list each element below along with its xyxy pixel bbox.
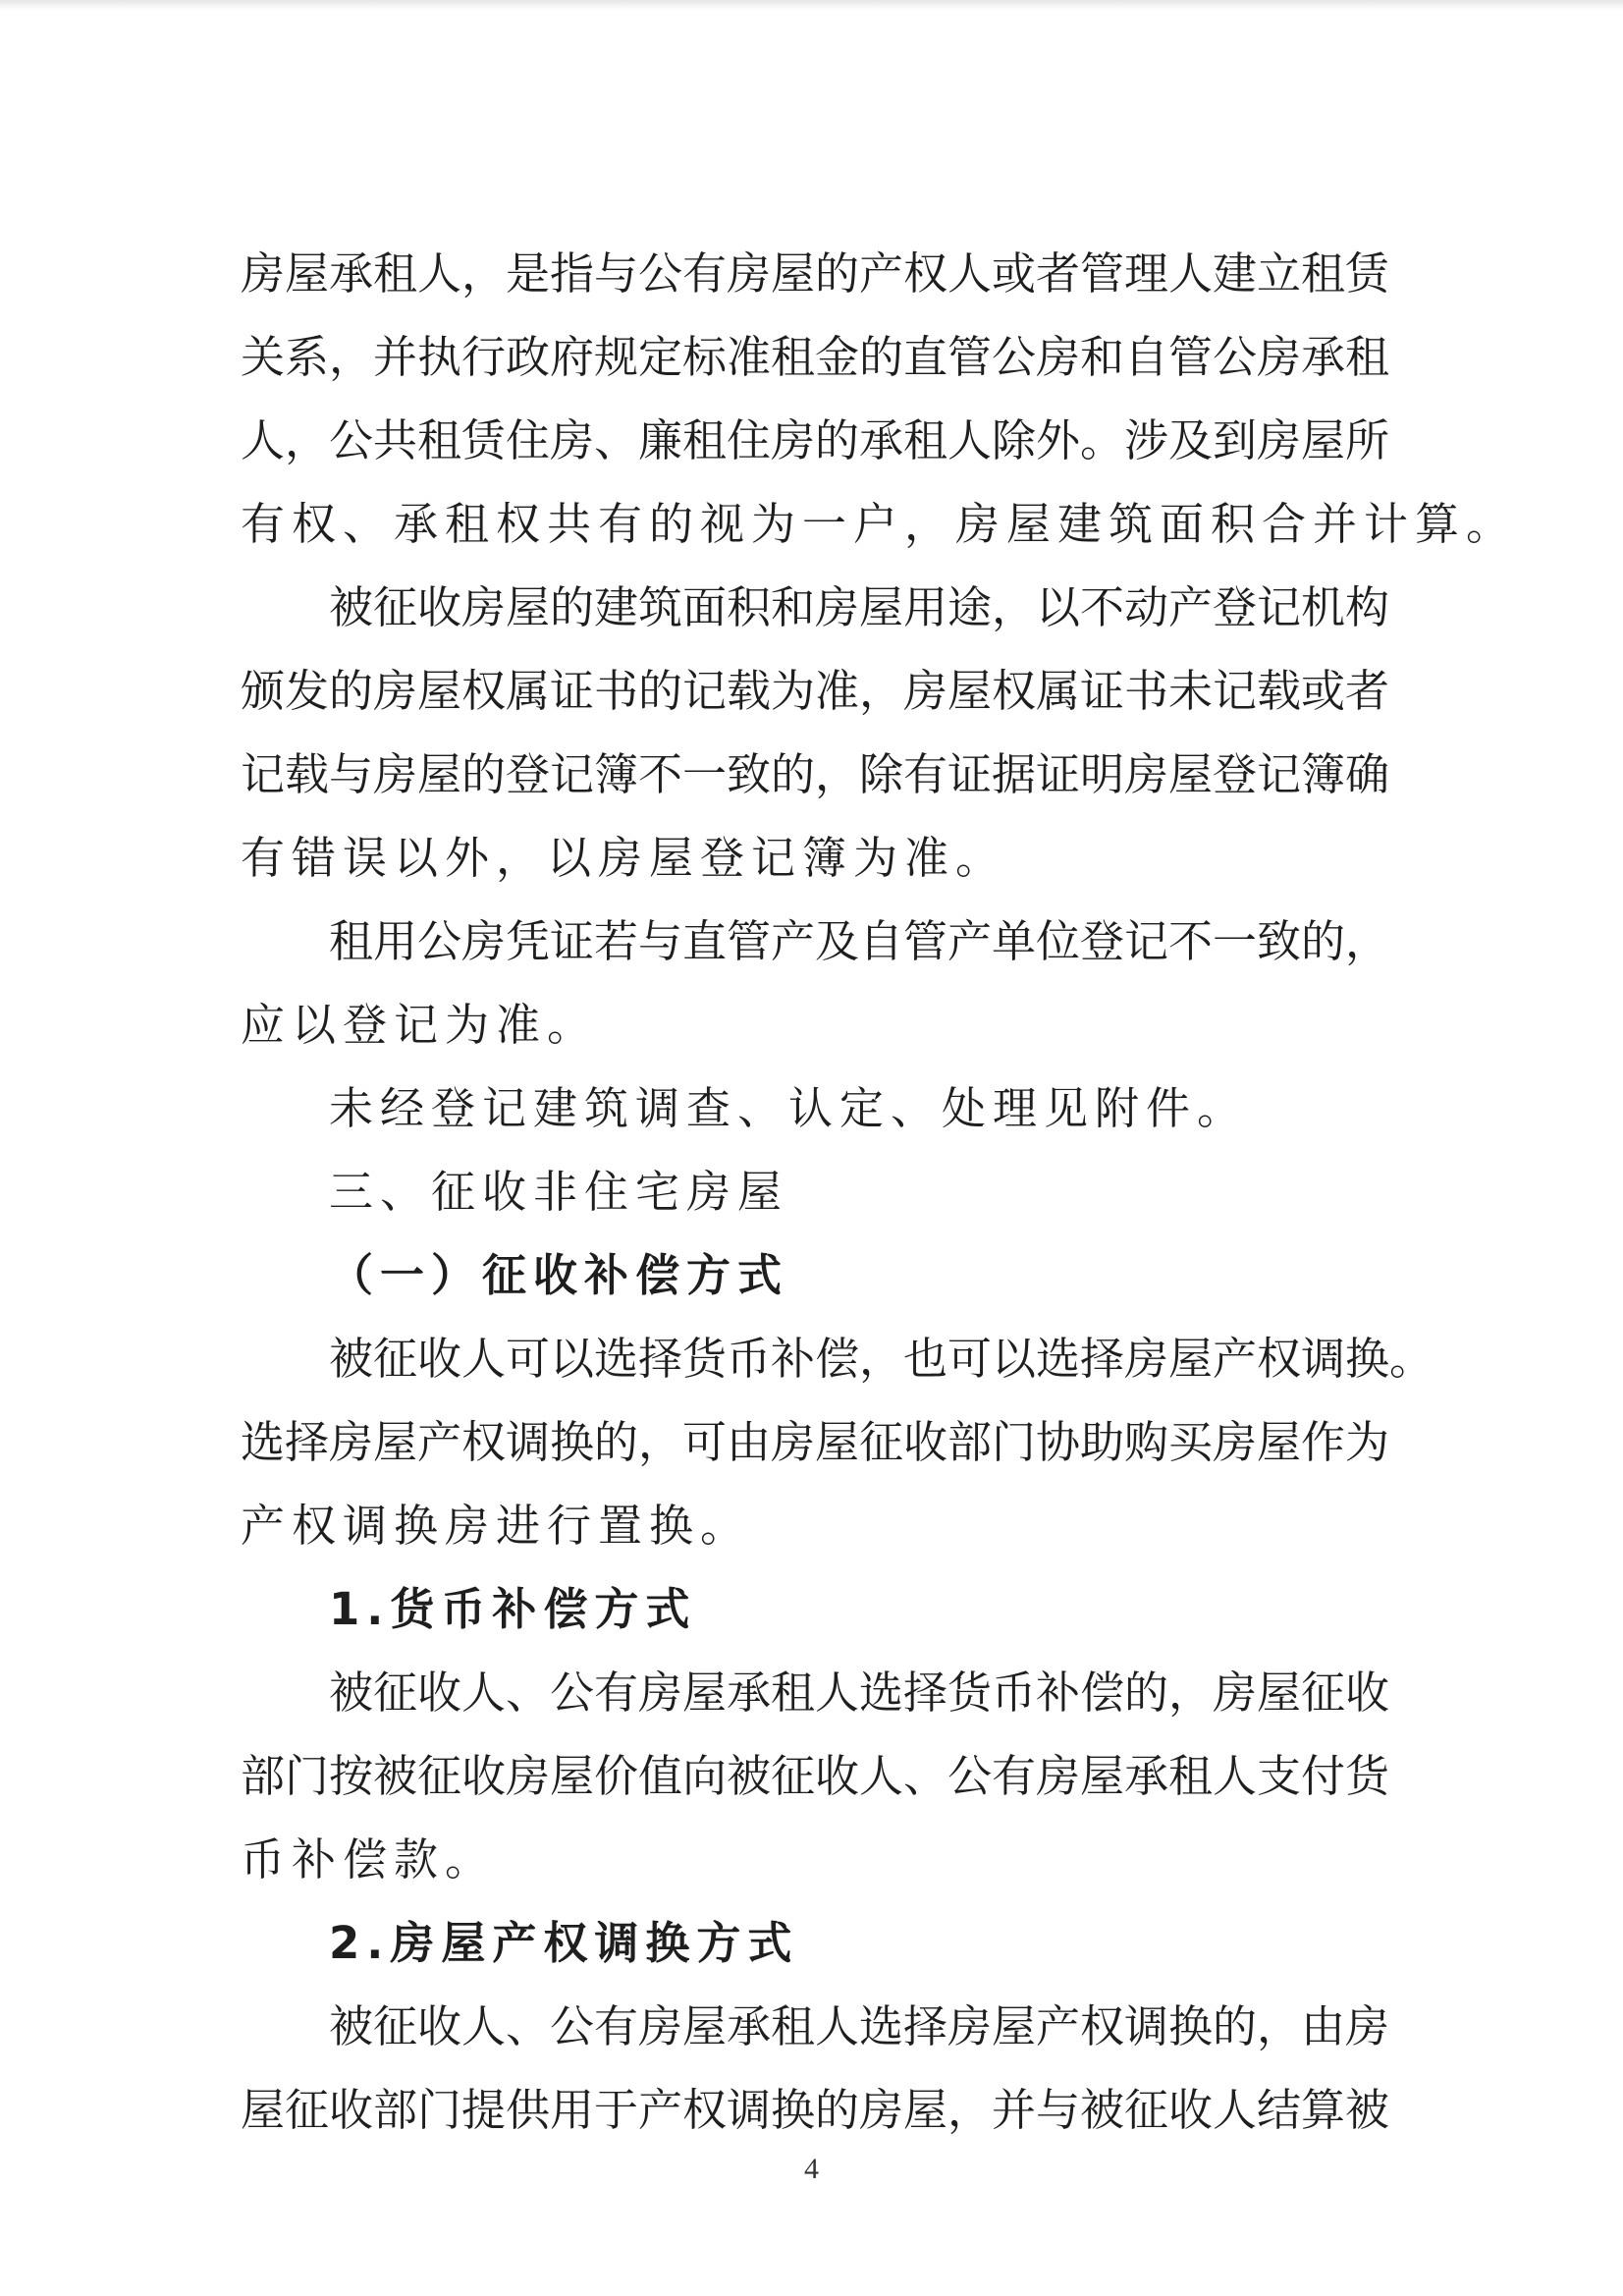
- text-line: 产权调换房进行置换。: [241, 1500, 752, 1552]
- text-line: 被征收人可以选择货币补偿，也可以选择房屋产权调换。: [329, 1333, 1434, 1385]
- text-line: 房屋承租人，是指与公有房屋的产权人或者管理人建立租赁: [241, 247, 1390, 300]
- text-line: 选择房屋产权调换的，可由房屋征收部门协助购买房屋作为: [241, 1416, 1390, 1468]
- text-line: 被征收人、公有房屋承租人选择房屋产权调换的，由房: [329, 2000, 1390, 2052]
- text-line: 颁发的房屋权属证书的记载为准，房屋权属证书未记载或者: [241, 665, 1390, 717]
- text-line: 未经登记建筑调查、认定、处理见附件。: [329, 1082, 1249, 1134]
- page-number: 4: [804, 2153, 819, 2185]
- document-body: [241, 232, 1518, 2152]
- text-line: 租用公房凭证若与直管产及自管产单位登记不一致的，: [329, 915, 1390, 967]
- text-line: 有错误以外，以房屋登记簿为准。: [241, 832, 1007, 884]
- text-line: 被征收人、公有房屋承租人选择货币补偿的，房屋征收: [329, 1667, 1390, 1719]
- text-line: 被征收房屋的建筑面积和房屋用途，以不动产登记机构: [329, 581, 1390, 633]
- section-heading: 三、征收非住宅房屋: [329, 1166, 789, 1218]
- text-line: 人，公共租赁住房、廉租住房的承租人除外。涉及到房屋所: [241, 414, 1390, 466]
- text-line: 有权、承租权共有的视为一户，房屋建筑面积合并计算。: [241, 498, 1518, 550]
- text-line: 币补偿款。: [241, 1833, 497, 1886]
- subsection-heading: （一）征收补偿方式: [329, 1249, 789, 1301]
- text-line: 屋征收部门提供用于产权调换的房屋，并与被征收人结算被: [241, 2084, 1390, 2136]
- text-line: 关系，并执行政府规定标准租金的直管公房和自管公房承租: [241, 331, 1390, 383]
- text-line: 记载与房屋的登记簿不一致的，除有证据证明房屋登记簿确: [241, 748, 1390, 800]
- text-line: 部门按被征收房屋价值向被征收人、公有房屋承租人支付货: [241, 1750, 1390, 1802]
- scan-top-edge: [0, 0, 1623, 10]
- text-line: 应以登记为准。: [241, 999, 599, 1051]
- item-heading: 1.货币补偿方式: [329, 1583, 697, 1635]
- item-heading: 2.房屋产权调换方式: [329, 1917, 799, 1969]
